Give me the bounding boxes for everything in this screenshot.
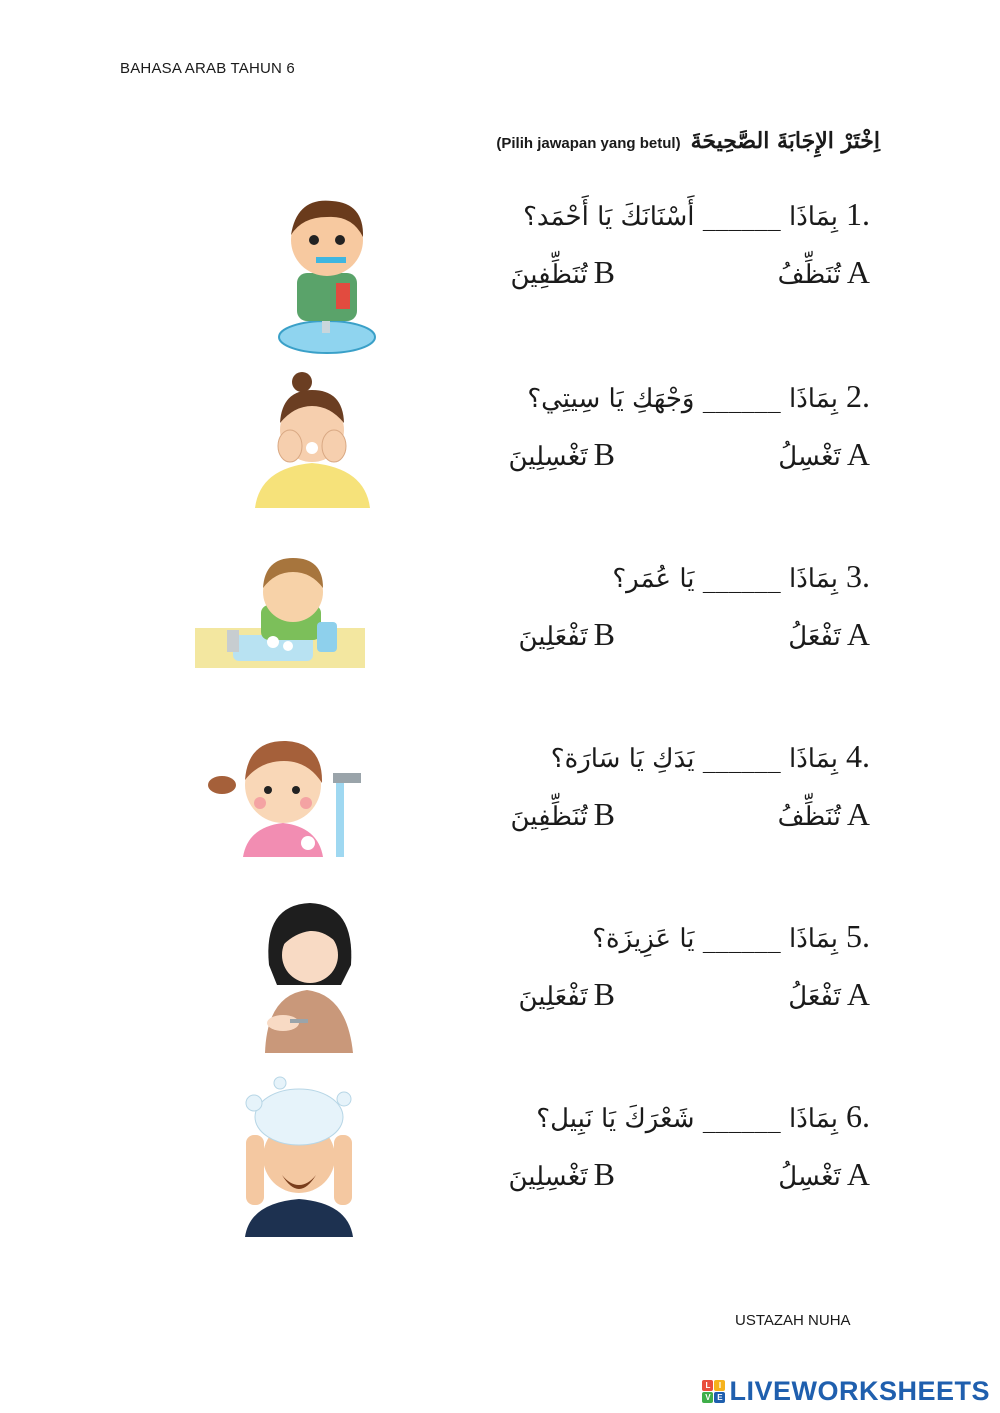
question-3 bbox=[450, 558, 870, 678]
question-number: 4. bbox=[846, 738, 870, 774]
option-a-letter: A bbox=[846, 976, 870, 1012]
boy-washing-hands-soap-illustration bbox=[193, 550, 368, 675]
question-text: بِمَاذَا ______ وَجْهَكِ يَا سِيتِي؟ bbox=[527, 384, 838, 414]
option-a[interactable] bbox=[788, 976, 870, 1013]
option-b-word: تَغْسِلِينَ bbox=[508, 1162, 588, 1192]
question-text: بِمَاذَا ______ يَا عَزِيزَة؟ bbox=[592, 924, 838, 954]
option-a-word: تُنَظِّفُ bbox=[777, 802, 841, 832]
option-b[interactable] bbox=[510, 796, 615, 833]
option-b-letter: B bbox=[593, 796, 615, 832]
option-b-letter: B bbox=[593, 436, 615, 472]
question-number: 1. bbox=[846, 196, 870, 232]
question-number: 5. bbox=[846, 918, 870, 954]
option-a[interactable] bbox=[778, 796, 870, 833]
option-b-word: تَفْعَلِينَ bbox=[518, 982, 588, 1012]
girl-washing-face-illustration bbox=[250, 368, 375, 513]
brand-name: LIVEWORKSHEETS bbox=[729, 1376, 990, 1406]
instruction bbox=[496, 128, 880, 154]
option-a[interactable] bbox=[778, 1156, 870, 1193]
option-a-word: تُنَظِّفُ bbox=[777, 260, 841, 290]
option-a[interactable] bbox=[778, 254, 870, 291]
question-6 bbox=[450, 1098, 870, 1218]
question-text: بِمَاذَا ______ أَسْنَانَكَ يَا أَحْمَد؟ bbox=[523, 202, 838, 232]
option-a-word: تَفْعَلُ bbox=[788, 622, 841, 652]
question-number: 6. bbox=[846, 1098, 870, 1134]
question-4 bbox=[450, 738, 870, 858]
option-b-letter: B bbox=[593, 1156, 615, 1192]
liveworksheets-logo-icon: L I V E bbox=[702, 1380, 725, 1403]
option-b-word: تَفْعَلِينَ bbox=[518, 622, 588, 652]
option-a-letter: A bbox=[846, 616, 870, 652]
question-5 bbox=[450, 918, 870, 1038]
question-text: بِمَاذَا ______ شَعْرَكَ يَا نَبِيل؟ bbox=[536, 1104, 838, 1134]
question-text: بِمَاذَا ______ يَدَكِ يَا سَارَة؟ bbox=[550, 744, 838, 774]
question-2 bbox=[450, 378, 870, 498]
option-b[interactable] bbox=[508, 1156, 615, 1193]
boy-brushing-teeth-illustration bbox=[272, 185, 382, 355]
option-a-word: تَغْسِلُ bbox=[778, 442, 841, 472]
instruction-arabic: اِخْتَرْ الإِجَابَةَ الصَّحِيحَةَ bbox=[690, 128, 880, 154]
option-b[interactable] bbox=[510, 254, 615, 291]
option-a-letter: A bbox=[846, 1156, 870, 1192]
option-a-letter: A bbox=[846, 436, 870, 472]
option-b-word: تُنَظِّفِينَ bbox=[510, 802, 588, 832]
option-a-letter: A bbox=[846, 254, 870, 290]
girl-cutting-nails-illustration bbox=[255, 895, 360, 1055]
author-credit: USTAZAH NUHA bbox=[735, 1312, 851, 1329]
option-b-letter: B bbox=[593, 976, 615, 1012]
girl-washing-hands-tap-illustration bbox=[208, 735, 376, 857]
option-b[interactable] bbox=[518, 976, 615, 1013]
liveworksheets-brand[interactable] bbox=[702, 1376, 990, 1407]
worksheet-header: BAHASA ARAB TAHUN 6 bbox=[120, 60, 295, 77]
option-a[interactable] bbox=[788, 616, 870, 653]
question-1 bbox=[450, 196, 870, 316]
instruction-malay: (Pilih jawapan yang betul) bbox=[496, 135, 681, 152]
option-a-word: تَغْسِلُ bbox=[778, 1162, 841, 1192]
option-a-letter: A bbox=[846, 796, 870, 832]
option-a[interactable] bbox=[778, 436, 870, 473]
option-b-letter: B bbox=[593, 254, 615, 290]
option-b[interactable] bbox=[508, 436, 615, 473]
option-a-word: تَفْعَلُ bbox=[788, 982, 841, 1012]
option-b[interactable] bbox=[518, 616, 615, 653]
man-washing-hair-illustration bbox=[240, 1075, 358, 1237]
option-b-word: تَغْسِلِينَ bbox=[508, 442, 588, 472]
question-number: 2. bbox=[846, 378, 870, 414]
question-number: 3. bbox=[846, 558, 870, 594]
option-b-letter: B bbox=[593, 616, 615, 652]
option-b-word: تُنَظِّفِينَ bbox=[510, 260, 588, 290]
question-text: بِمَاذَا ______ يَا عُمَر؟ bbox=[612, 564, 838, 594]
